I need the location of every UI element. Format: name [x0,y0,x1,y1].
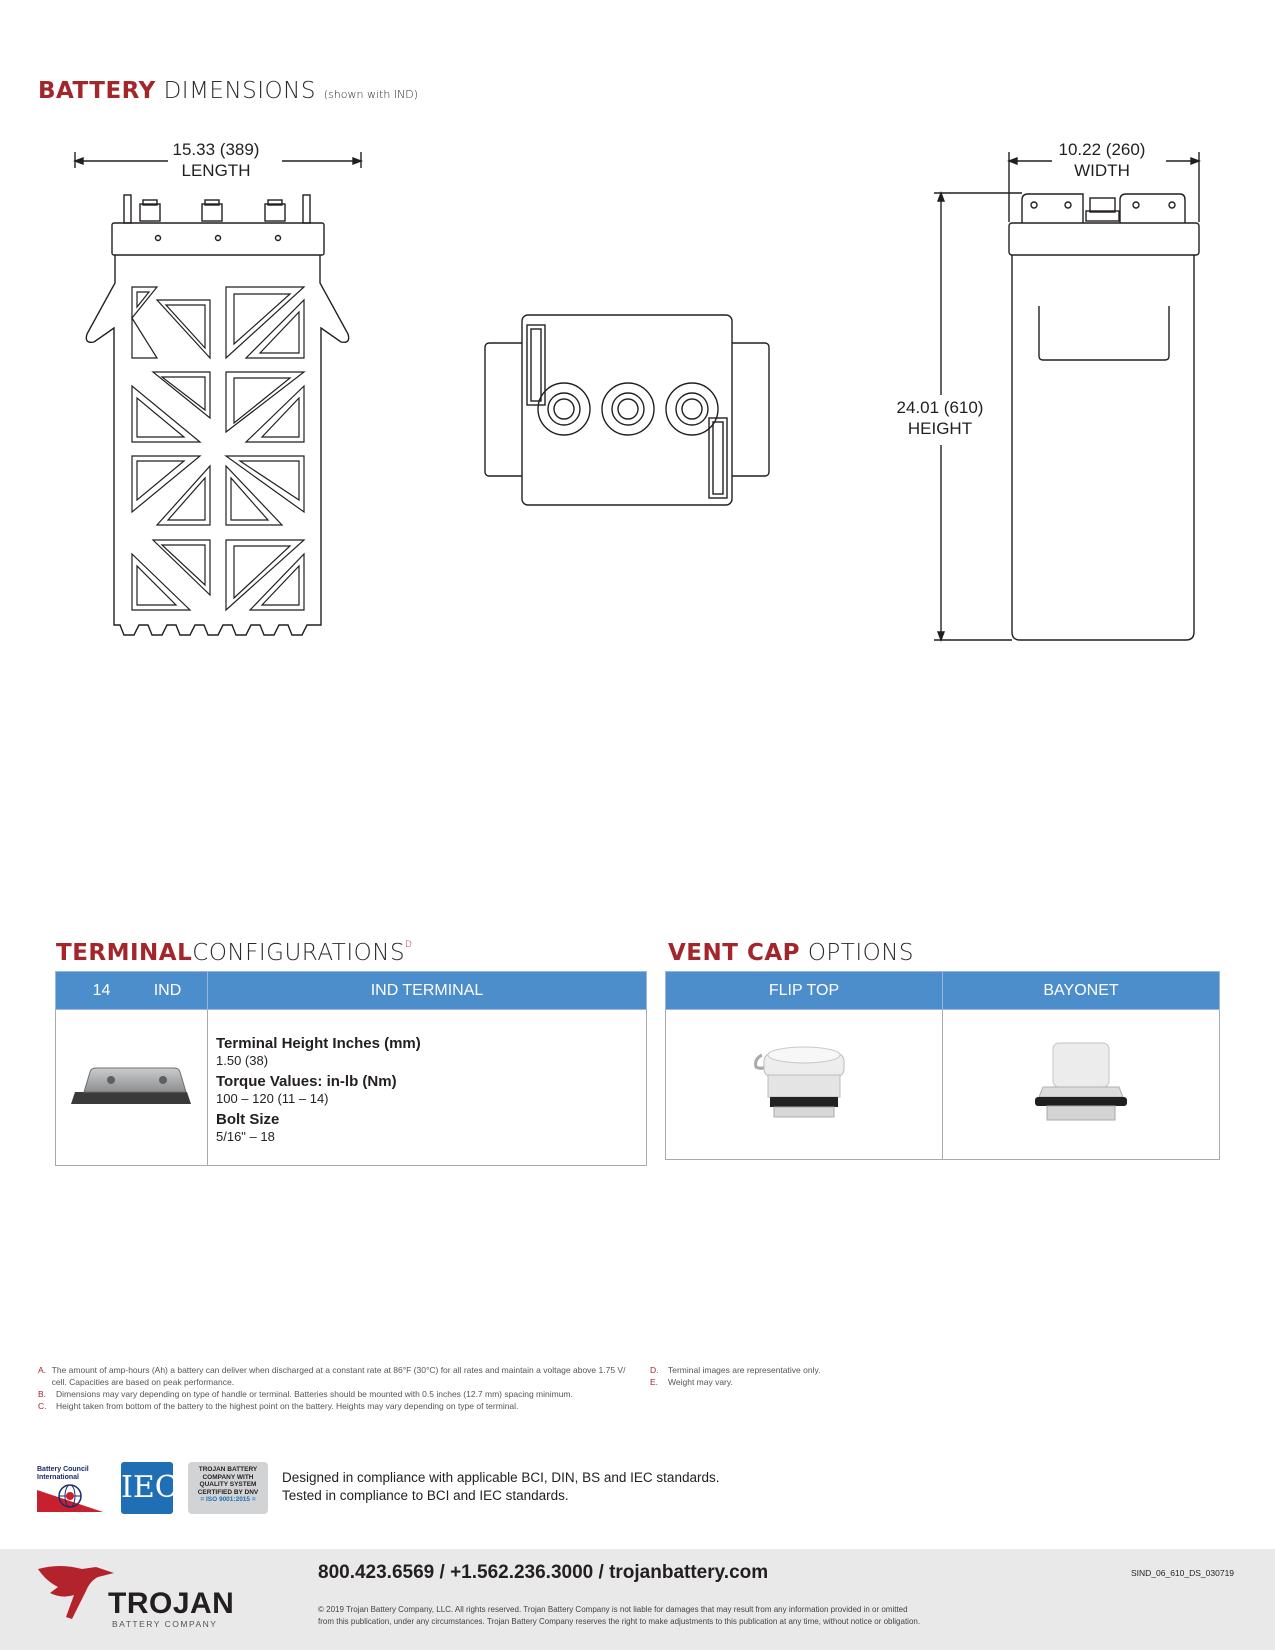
iso-certification-badge: TROJAN BATTERY COMPANY WITH QUALITY SYSTEM CERTIFIED BY DNV = ISO 9001:2015 = [188,1462,268,1514]
vent-cap-title: VENT CAP OPTIONS [668,940,915,966]
footnote-b: B. Dimensions may vary depending on type of handle or terminal. Batteries should be mounted with 0.5 inches (12.7 mm) spacing minimum. [38,1389,573,1399]
bayonet-image-cell [943,1010,1220,1160]
iec-logo: IEC [121,1462,173,1514]
terminal-config-title: $TERMINALCONFIGURATIONS^D$ [56,940,413,966]
footnote-e: E. Weight may vary. [650,1377,733,1387]
footnote-a: A. The amount of amp-hours (Ah) a battery can deliver when discharged at a constant rate at 86°F (30°C) for all rates and maintain a voltage above 1.75 V/ cell. Capacities are based on peak performance. [38,1365,626,1387]
trojan-horse-logo-icon [36,1563,116,1619]
battery-dimensions-title: BATTERY DIMENSIONS (shown with IND) [38,78,419,104]
length-dimension-line [75,152,361,168]
bci-logo: Battery Council International [37,1466,103,1512]
battery-side-view [1009,194,1199,640]
flip-top-cap-image [734,1027,874,1137]
terminal-name-header: IND TERMINAL [208,972,647,1010]
battery-top-view [485,315,769,505]
copyright-notice: © 2019 Trojan Battery Company, LLC. All rights reserved. Trojan Battery Company is not liable for damages that may result from any information provided in or omitted from this publication, under any circumstances. Trojan Battery Company reserves the right to make adjustments to this publication at any time, without notice or obligation. [318,1605,921,1626]
height-dimension-line [934,193,1022,640]
flip-top-header: FLIP TOP [666,972,943,1010]
battery-front-view [86,195,348,635]
width-dimension: 10.22 (260) WIDTH [1058,140,1146,180]
bayonet-header: BAYONET [943,972,1220,1010]
terminal-specs-cell: Terminal Height Inches (mm) 1.50 (38) Torque Values: in-lb (Nm) 100 – 120 (11 – 14) Bolt Size 5/16" – 18 [208,1010,647,1166]
footnotes-left [38,1364,628,1412]
terminal-image-cell [56,1010,208,1166]
terminal-code-header: 14 IND [56,972,208,1010]
height-dimension: 24.01 (610) HEIGHT [896,398,984,438]
bayonet-cap-image [1011,1027,1151,1137]
vent-cap-table [665,971,1220,1160]
flip-top-image-cell [666,1010,943,1160]
ind-terminal-image [56,1010,207,1160]
trojan-brand-sub: BATTERY COMPANY [112,1619,218,1629]
terminal-config-table [55,971,647,1166]
trojan-brand: TROJAN [108,1587,235,1620]
footnotes-right [650,1364,1050,1388]
length-dimension: 15.33 (389) LENGTH [172,140,260,180]
footnote-c: C. Height taken from bottom of the battery to the highest point on the battery. Heights may vary depending on type of terminal. [38,1401,519,1411]
document-code: SIND_06_610_DS_030719 [1131,1568,1235,1578]
compliance-statement: Designed in compliance with applicable BCI, DIN, BS and IEC standards. Tested in compliance to BCI and IEC standards. [282,1470,720,1503]
contact-line: 800.423.6569 / +1.562.236.3000 / trojanbattery.com [318,1562,769,1583]
battery-dimension-drawings [0,140,1275,650]
page-footer [0,1549,1275,1650]
footnote-d: D. Terminal images are representative only. [650,1365,821,1375]
bci-globe-icon [37,1482,103,1512]
